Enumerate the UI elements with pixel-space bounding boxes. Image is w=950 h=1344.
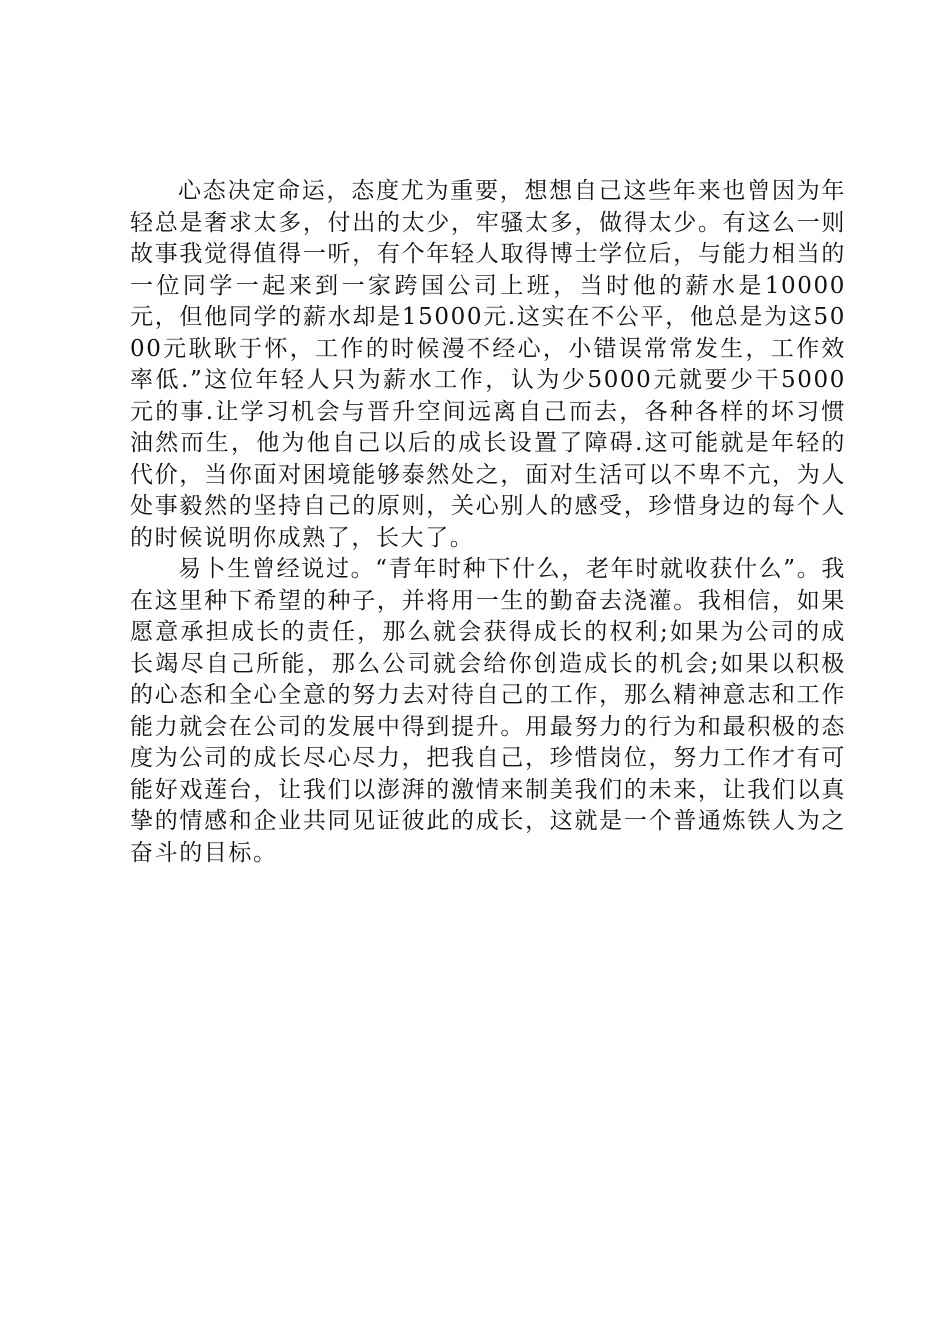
document-body xyxy=(130,176,846,869)
paragraph-2: 易卜生曾经说过。“青年时种下什么，老年时就收获什么”。我在这里种下希望的种子，并将用一生的勤奋去浇灌。我相信，如果愿意承担成长的责任，那么就会获得成长的权利;如果为公司的成长竭尽自己所能，那么公司就会给你创造成长的机会;如果以积极的心态和全心全意的努力去对待自己的工作，那么精神意志和工作能力就会在公司的发展中得到提升。用最努力的行为和最积极的态度为公司的成长尽心尽力，把我自己，珍惜岗位，努力工作才有可能好戏莲台，让我们以澎湃的激情来制美我们的未来，让我们以真挚的情感和企业共同见证彼此的成长，这就是一个普通炼铁人为之奋斗的目标。 xyxy=(130,556,846,866)
paragraph-1: 心态决定命运，态度尤为重要，想想自己这些年来也曾因为年轻总是奢求太多，付出的太少，牢骚太多，做得太少。有这么一则故事我觉得值得一听，有个年轻人取得博士学位后，与能力相当的一位同学一起来到一家跨国公司上班，当时他的薪水是10000元，但他同学的薪水却是15000元.这实在不公平，他总是为这5000元耿耿于怀，工作的时候漫不经心，小错误常常发生，工作效率低.”这位年轻人只为薪水工作，认为少5000元就要少干5000元的事.让学习机会与晋升空间远离自己而去，各种各样的坏习惯油然而生，他为他自己以后的成长设置了障碍.这可能就是年轻的代价，当你面对困境能够泰然处之，面对生活可以不卑不亢，为人处事毅然的坚持自己的原则，关心别人的感受，珍惜身边的每个人的时候说明你成熟了，长大了。 xyxy=(130,178,846,551)
